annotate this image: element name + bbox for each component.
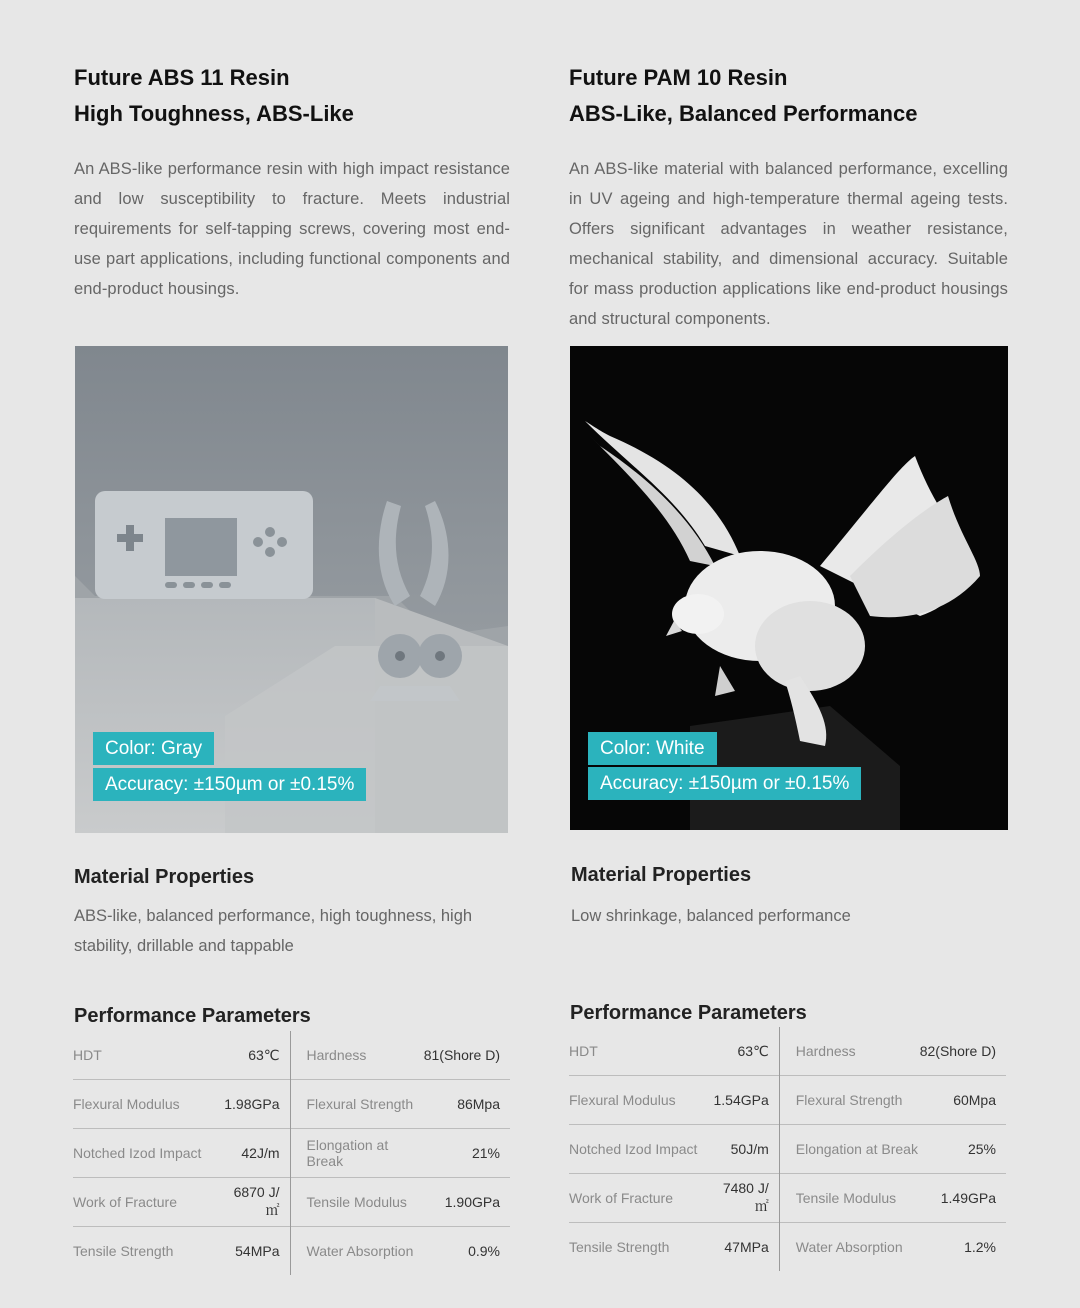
table-row <box>73 1031 510 1080</box>
table-row <box>73 1129 510 1178</box>
param-label: Notched Izod Impact <box>569 1141 698 1157</box>
param-value: 25% <box>967 1141 996 1157</box>
performance-table <box>73 1031 510 1275</box>
param-label: Tensile Modulus <box>795 1190 897 1206</box>
param-label: Water Absorption <box>306 1243 414 1259</box>
product-card-pam10 <box>569 0 1008 1255</box>
param-value: 82(Shore D) <box>919 1043 996 1059</box>
table-row <box>569 1027 1006 1076</box>
param-value: 1.49GPa <box>940 1190 996 1206</box>
param-label: HDT <box>73 1047 102 1063</box>
material-properties-heading: Material Properties <box>571 864 752 886</box>
param-value: 6870 J/㎡ <box>223 1178 290 1227</box>
material-properties-text: ABS-like, balanced performance, high toughness, high stability, drillable and tappable <box>74 907 473 955</box>
param-value: 1.98GPa <box>223 1080 290 1129</box>
performance-parameters-heading: Performance Parameters <box>74 1005 311 1027</box>
param-label: Hardness <box>306 1047 367 1063</box>
param-label: Tensile Strength <box>569 1239 670 1255</box>
table-row <box>569 1125 1006 1174</box>
param-value: 86Mpa <box>457 1096 500 1112</box>
param-value: 60Mpa <box>953 1092 996 1108</box>
product-title-line1: Future PAM 10 Resin <box>569 65 788 90</box>
accuracy-tag: Accuracy: ±150µm or ±0.15% <box>588 767 861 800</box>
param-label: HDT <box>569 1043 598 1059</box>
param-label: Water Absorption <box>795 1239 903 1255</box>
table-row <box>569 1174 1006 1223</box>
product-description: An ABS-like performance resin with high impact resistance and low susceptibility to fracture. Meets industrial requirements for self-tapping screws, covering most end-use part applications, including functional components and end-product housings. <box>74 160 510 298</box>
product-title-line2: High Toughness, ABS-Like <box>74 101 354 126</box>
param-label: Hardness <box>795 1043 856 1059</box>
product-photo <box>570 346 1008 830</box>
param-label: Flexural Modulus <box>569 1092 676 1108</box>
material-properties-text: Low shrinkage, balanced performance <box>571 907 851 925</box>
param-value: 54MPa <box>223 1227 290 1276</box>
accuracy-tag: Accuracy: ±150µm or ±0.15% <box>93 768 366 801</box>
product-title <box>569 60 1008 132</box>
param-value: 42J/m <box>223 1129 290 1178</box>
param-value: 1.54GPa <box>713 1076 779 1125</box>
param-value: 7480 J/㎡ <box>713 1174 779 1223</box>
param-label: Flexural Modulus <box>73 1096 180 1112</box>
param-label: Elongation at Break <box>306 1137 389 1169</box>
table-row <box>73 1080 510 1129</box>
color-tag: Color: White <box>588 732 717 765</box>
param-value: 0.9% <box>468 1243 500 1259</box>
color-tag: Color: Gray <box>93 732 214 765</box>
param-value: 47MPa <box>713 1223 779 1272</box>
table-row <box>569 1223 1006 1272</box>
param-value: 81(Shore D) <box>423 1047 500 1063</box>
product-title <box>74 60 510 132</box>
table-row <box>73 1178 510 1227</box>
param-value: 63℃ <box>713 1027 779 1076</box>
product-title-line1: Future ABS 11 Resin <box>74 65 290 90</box>
param-label: Flexural Strength <box>795 1092 903 1108</box>
performance-parameters-heading: Performance Parameters <box>570 1002 807 1024</box>
param-label: Tensile Modulus <box>306 1194 407 1210</box>
product-photo <box>75 346 508 833</box>
param-value: 63℃ <box>223 1031 290 1080</box>
product-description: An ABS-like material with balanced performance, excelling in UV ageing and high-temperature thermal ageing tests. Offers significant advantages in weather resistance, mechanical stability, and dimensional accuracy. Suitable for mass production applications like end-product housings and structural components. <box>569 160 1008 328</box>
param-label: Work of Fracture <box>569 1190 673 1206</box>
param-label: Tensile Strength <box>73 1243 174 1259</box>
param-label: Flexural Strength <box>306 1096 414 1112</box>
param-label: Elongation at Break <box>795 1141 918 1157</box>
param-label: Work of Fracture <box>73 1194 177 1210</box>
table-row <box>569 1076 1006 1125</box>
product-title-line2: ABS-Like, Balanced Performance <box>569 101 918 126</box>
param-value: 50J/m <box>713 1125 779 1174</box>
param-label: Notched Izod Impact <box>73 1145 202 1161</box>
product-card-abs11 <box>73 0 510 1259</box>
table-row <box>73 1227 510 1276</box>
param-value: 1.2% <box>964 1239 996 1255</box>
param-value: 1.90GPa <box>444 1194 500 1210</box>
material-properties-heading: Material Properties <box>74 866 255 888</box>
param-value: 21% <box>471 1145 500 1161</box>
performance-table <box>569 1027 1006 1271</box>
